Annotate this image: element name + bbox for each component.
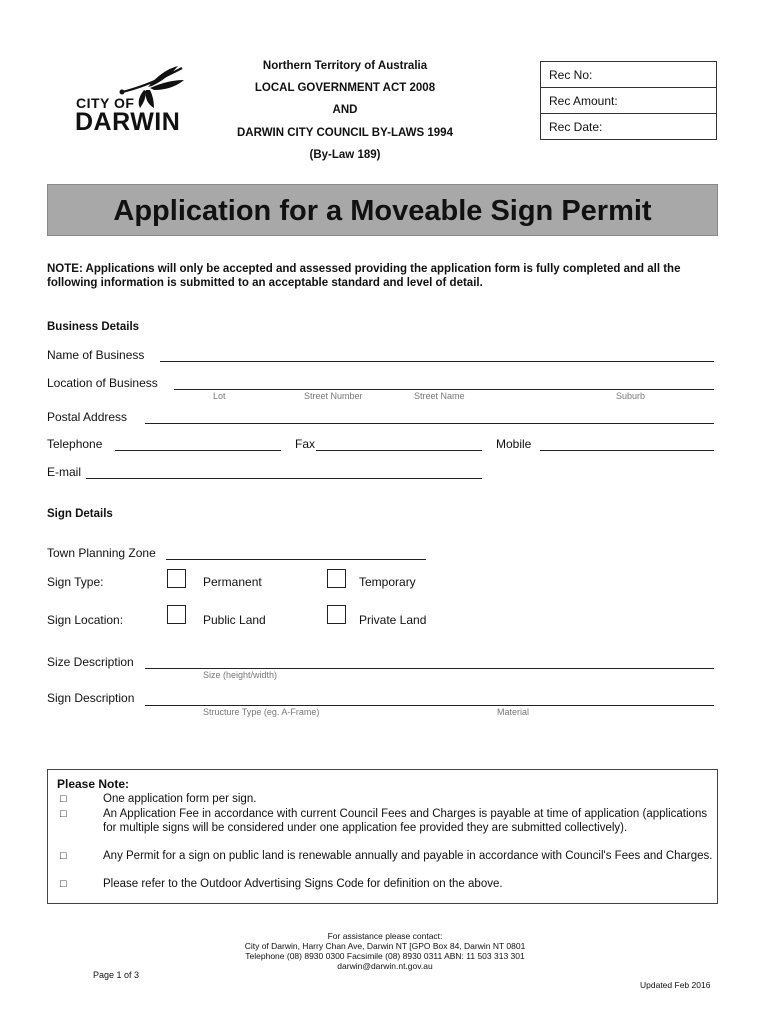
- permanent-label: Permanent: [203, 575, 262, 589]
- business-name-label: Name of Business: [47, 348, 145, 362]
- note-item-4: Please refer to the Outdoor Advertising Signs Code for definition on the above.: [103, 878, 503, 890]
- header-line-2: LOCAL GOVERNMENT ACT 2008: [254, 82, 436, 94]
- header-line-1: Northern Territory of Australia: [262, 60, 428, 72]
- town-planning-zone-field[interactable]: [166, 559, 426, 560]
- fax-label: Fax: [295, 437, 316, 451]
- location-street-name-hint: Street Name: [414, 391, 465, 401]
- business-name-field[interactable]: [160, 361, 714, 362]
- header-line-5: (By-Law 189): [309, 149, 381, 161]
- sign-location-label: Sign Location:: [47, 613, 124, 627]
- location-street-number-hint: Street Number: [304, 391, 363, 401]
- footer-contact-heading: For assistance please contact:: [327, 931, 443, 941]
- fax-field[interactable]: [316, 450, 482, 451]
- page-number: Page 1 of 3: [93, 970, 140, 980]
- please-note-box: [47, 769, 718, 904]
- sign-details-heading: Sign Details: [47, 508, 113, 520]
- updated-date: Updated Feb 2016: [640, 980, 711, 990]
- business-location-label: Location of Business: [47, 376, 158, 390]
- rec-amount-field[interactable]: Rec Amount:: [541, 88, 716, 114]
- temporary-checkbox[interactable]: [327, 569, 346, 588]
- note-item-2: An Application Fee in accordance with current Council Fees and Charges is payable at time of application (applications for multiple signs will be considered under one application fee provided they are submitted collectively).: [103, 808, 708, 834]
- note-item-1: One application form per sign.: [103, 793, 257, 805]
- location-lot-hint: Lot: [213, 391, 226, 401]
- footer-phone: Telephone (08) 8930 0300 Facsimile (08) 8930 0311 ABN: 11 503 313 301: [245, 951, 525, 961]
- postal-address-field[interactable]: [145, 423, 714, 424]
- header-line-4: DARWIN CITY COUNCIL BY-LAWS 1994: [237, 127, 453, 139]
- rec-no-field[interactable]: Rec No:: [541, 62, 716, 88]
- size-description-field[interactable]: [145, 668, 714, 669]
- sign-type-label: Sign Type:: [47, 575, 104, 589]
- application-note: NOTE: Applications will only be accepted and assessed providing the application form is fully completed and all the following information is submitted to an acceptable standard and level of detail.: [47, 263, 681, 289]
- public-land-checkbox[interactable]: [167, 605, 186, 624]
- sign-description-field[interactable]: [145, 705, 714, 706]
- sign-description-label: Sign Description: [47, 691, 135, 705]
- bullet-icon: □: [60, 808, 67, 820]
- size-description-label: Size Description: [47, 655, 134, 669]
- page-title: Application for a Moveable Sign Permit: [47, 184, 718, 236]
- business-details-heading: Business Details: [47, 321, 140, 333]
- note-item-3: Any Permit for a sign on public land is renewable annually and payable in accordance with Council's Fees and Charges.: [103, 850, 713, 862]
- receipt-box: [540, 61, 717, 140]
- please-note-heading: Please Note:: [57, 777, 130, 791]
- email-field[interactable]: [86, 478, 482, 479]
- private-land-checkbox[interactable]: [327, 605, 346, 624]
- footer-address: City of Darwin, Harry Chan Ave, Darwin NT [GPO Box 84, Darwin NT 0801: [244, 941, 526, 951]
- logo-darwin-text: DARWIN: [75, 108, 181, 136]
- material-hint: Material: [497, 707, 530, 717]
- structure-type-hint: Structure Type (eg. A-Frame): [203, 707, 320, 717]
- mobile-field[interactable]: [540, 450, 714, 451]
- footer-email: darwin@darwin.nt.gov.au: [337, 961, 433, 971]
- size-hint: Size (height/width): [203, 670, 278, 680]
- telephone-field[interactable]: [115, 450, 281, 451]
- location-suburb-hint: Suburb: [616, 391, 646, 401]
- postal-address-label: Postal Address: [47, 410, 128, 424]
- bullet-icon: □: [60, 793, 67, 805]
- bullet-icon: □: [60, 878, 67, 890]
- business-location-field[interactable]: [174, 389, 714, 390]
- permanent-checkbox[interactable]: [167, 569, 186, 588]
- public-land-label: Public Land: [203, 613, 266, 627]
- header-line-3: AND: [332, 104, 358, 116]
- email-label: E-mail: [47, 465, 82, 479]
- logo-city-text: CITY OF: [76, 95, 135, 111]
- bullet-icon: □: [60, 850, 67, 862]
- rec-date-field[interactable]: Rec Date:: [549, 120, 603, 134]
- temporary-label: Temporary: [359, 575, 416, 589]
- private-land-label: Private Land: [359, 613, 427, 627]
- mobile-label: Mobile: [496, 437, 532, 451]
- town-planning-zone-label: Town Planning Zone: [47, 546, 156, 560]
- telephone-label: Telephone: [47, 437, 103, 451]
